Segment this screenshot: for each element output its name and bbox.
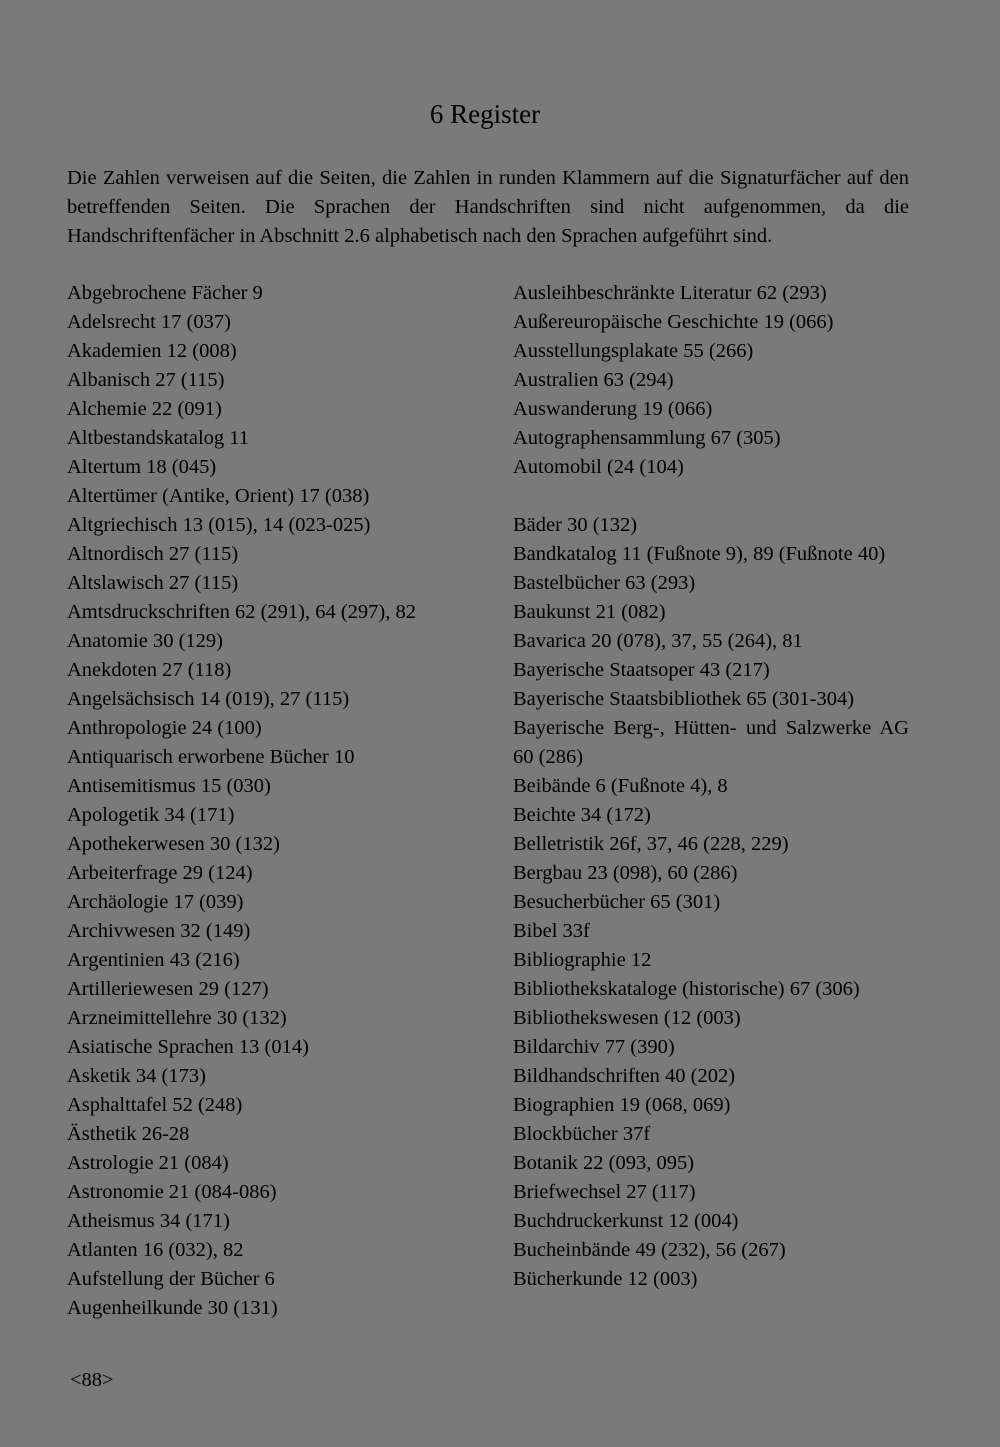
index-entry: Bäder 30 (132)	[513, 514, 638, 536]
index-entry: Automobil (24 (104)	[513, 456, 684, 478]
index-entry: Bayerische Staatsbibliothek 65 (301-304)	[513, 688, 855, 710]
index-entry: Asphalttafel 52 (248)	[67, 1094, 243, 1116]
index-entry: Beichte 34 (172)	[513, 804, 651, 826]
index-entry: Apothekerwesen 30 (132)	[67, 833, 280, 855]
index-entry: Aufstellung der Bücher 6	[67, 1268, 275, 1290]
index-entry: Belletristik 26f, 37, 46 (228, 229)	[513, 833, 789, 855]
index-entry: Arbeiterfrage 29 (124)	[67, 862, 253, 884]
index-entry: Bibliothekskataloge (historische) 67 (306)	[513, 978, 860, 1000]
index-entry: Buchdruckerkunst 12 (004)	[513, 1210, 739, 1232]
index-entry: Bücherkunde 12 (003)	[513, 1268, 698, 1290]
index-entry: Anthropologie 24 (100)	[67, 717, 262, 739]
index-entry: Bergbau 23 (098), 60 (286)	[513, 862, 738, 884]
index-entry: Australien 63 (294)	[513, 369, 674, 391]
index-entry: Albanisch 27 (115)	[67, 369, 225, 391]
index-entry: Apologetik 34 (171)	[67, 804, 235, 826]
index-entry: Amtsdruckschriften 62 (291), 64 (297), 82	[67, 601, 417, 623]
index-entry: Angelsächsisch 14 (019), 27 (115)	[67, 688, 350, 710]
index-entry: Asketik 34 (173)	[67, 1065, 206, 1087]
index-entry: Ästhetik 26-28	[67, 1123, 190, 1145]
index-entry: Botanik 22 (093, 095)	[513, 1152, 695, 1174]
index-entry: Bucheinbände 49 (232), 56 (267)	[513, 1239, 786, 1261]
index-entry: Augenheilkunde 30 (131)	[67, 1297, 278, 1319]
index-entry: Alchemie 22 (091)	[67, 398, 222, 420]
page-number: <88>	[70, 1369, 114, 1391]
index-entry: Besucherbücher 65 (301)	[513, 891, 721, 913]
index-entry: Biographien 19 (068, 069)	[513, 1094, 731, 1116]
index-entry: Außereuropäische Geschichte 19 (066)	[513, 311, 834, 333]
index-entry: Bandkatalog 11 (Fußnote 9), 89 (Fußnote 40)	[513, 543, 886, 565]
index-entry: Altslawisch 27 (115)	[67, 572, 239, 594]
index-entry: Archäologie 17 (039)	[67, 891, 244, 913]
index-entry: Bastelbücher 63 (293)	[513, 572, 696, 594]
index-entry: Atlanten 16 (032), 82	[67, 1239, 244, 1261]
index-entry: Altgriechisch 13 (015), 14 (023-025)	[67, 514, 371, 536]
index-entry: Archivwesen 32 (149)	[67, 920, 251, 942]
index-entry: Blockbücher 37f	[513, 1123, 651, 1145]
index-entry: Artilleriewesen 29 (127)	[67, 978, 269, 1000]
index-entry: Ausstellungsplakate 55 (266)	[513, 340, 754, 362]
index-entry: Altbestandskatalog 11	[67, 427, 249, 449]
index-entry: Baukunst 21 (082)	[513, 601, 666, 623]
index-column-right	[513, 279, 909, 1294]
page-title: 6 Register	[429, 99, 541, 129]
index-entry: Bildarchiv 77 (390)	[513, 1036, 675, 1058]
index-entry: Briefwechsel 27 (117)	[513, 1181, 696, 1203]
index-entry: Bayerische Staatsoper 43 (217)	[513, 659, 770, 681]
index-entry: Bibliographie 12	[513, 949, 652, 971]
index-entry: Antisemitismus 15 (030)	[67, 775, 271, 797]
index-entry: Bayerische Berg-, Hütten- und Salzwerke AG 60 (286)	[513, 717, 909, 768]
intro-paragraph: Die Zahlen verweisen auf die Seiten, die Zahlen in runden Klammern auf die Signaturfächer auf den betreffenden Seiten. Die Sprachen der Handschriften sind nicht aufgenommen, da die Handschriftenfächer in Abschnitt 2.6 alphabetisch nach den Sprachen aufgeführt sind.	[67, 167, 909, 247]
index-entry: Altnordisch 27 (115)	[67, 543, 239, 565]
index-entry: Bibliothekswesen (12 (003)	[513, 1007, 741, 1029]
index-entry: Atheismus 34 (171)	[67, 1210, 230, 1232]
index-entry: Auswanderung 19 (066)	[513, 398, 713, 420]
index-entry: Argentinien 43 (216)	[67, 949, 240, 971]
index-entry: Beibände 6 (Fußnote 4), 8	[513, 775, 728, 797]
index-entry: Bibel 33f	[513, 920, 590, 942]
index-entry: Anatomie 30 (129)	[67, 630, 223, 652]
index-column-left	[67, 279, 487, 1323]
index-letter-gap	[513, 482, 909, 511]
index-entry: Adelsrecht 17 (037)	[67, 311, 231, 333]
index-entry: Anekdoten 27 (118)	[67, 659, 232, 681]
index-entry: Akademien 12 (008)	[67, 340, 237, 362]
index-entry: Abgebrochene Fächer 9	[67, 282, 263, 304]
index-entry: Astronomie 21 (084-086)	[67, 1181, 277, 1203]
index-entry: Antiquarisch erworbene Bücher 10	[67, 746, 355, 768]
index-entry: Ausleihbeschränkte Literatur 62 (293)	[513, 282, 827, 304]
index-entry: Bavarica 20 (078), 37, 55 (264), 81	[513, 630, 803, 652]
index-entry: Altertum 18 (045)	[67, 456, 217, 478]
index-entry: Altertümer (Antike, Orient) 17 (038)	[67, 485, 370, 507]
index-entry: Autographensammlung 67 (305)	[513, 427, 781, 449]
index-entry: Asiatische Sprachen 13 (014)	[67, 1036, 309, 1058]
index-entry: Arzneimittellehre 30 (132)	[67, 1007, 287, 1029]
index-entry: Bildhandschriften 40 (202)	[513, 1065, 736, 1087]
index-entry: Astrologie 21 (084)	[67, 1152, 229, 1174]
